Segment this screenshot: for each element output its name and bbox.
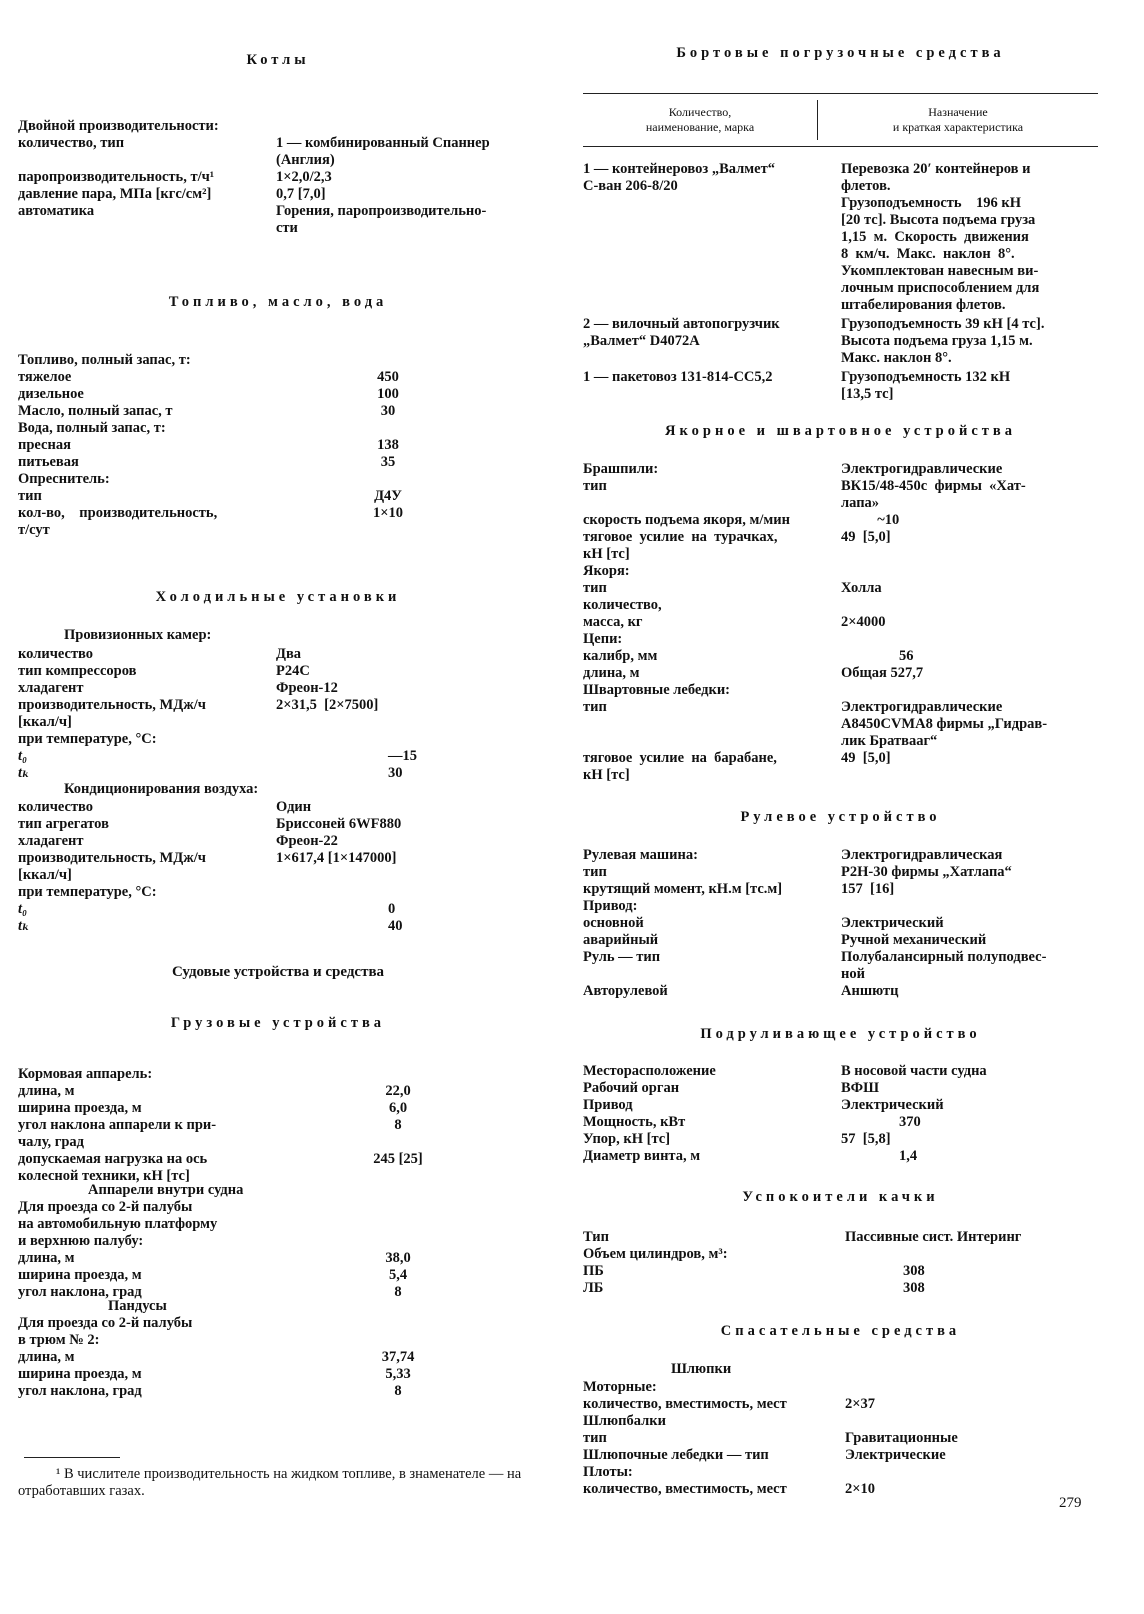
table-row <box>18 697 538 731</box>
row-label: tₖ <box>18 918 30 934</box>
table-row <box>583 1246 1098 1263</box>
cargo-table-3 <box>18 1315 538 1400</box>
table-row <box>18 420 538 437</box>
row-label: тип <box>583 1430 607 1446</box>
row-value: 245 [25] <box>373 1151 423 1167</box>
row-value <box>845 1246 1098 1263</box>
row-value: 450 <box>377 369 399 385</box>
row-label: скорость подъема якоря, м/мин <box>583 512 790 528</box>
row-value: Бриссоней 6WF880 <box>276 816 402 832</box>
row-value: 308 <box>845 1280 925 1296</box>
table-row <box>583 1447 1098 1464</box>
table-row <box>583 161 1098 314</box>
table-row <box>583 682 1098 699</box>
table-row <box>583 1063 1098 1080</box>
row-label: Шлюпбалки <box>583 1413 666 1429</box>
table-row <box>583 1229 1098 1246</box>
table-row <box>18 663 538 680</box>
row-value: Полубалансирный полуподвес- ной <box>841 949 1047 982</box>
cargo-table-1 <box>18 1066 538 1185</box>
row-label: tₖ <box>18 765 30 781</box>
table-row <box>18 369 538 386</box>
row-label: длина, м <box>18 1349 75 1365</box>
table-row <box>18 471 538 488</box>
row-value: 370 <box>841 1114 921 1130</box>
row-label: тяжелое <box>18 369 72 385</box>
table-row <box>18 1151 538 1185</box>
row-label: ширина проезда, м <box>18 1100 142 1116</box>
row-label: угол наклона, град <box>18 1284 142 1300</box>
table-row <box>583 1481 1098 1498</box>
row-label: длина, м <box>18 1083 75 1099</box>
table-row <box>18 799 538 816</box>
row-label: основной <box>583 915 644 931</box>
cargo-subtitle-3: Пандусы <box>108 1298 167 1314</box>
row-value: ВК15/48-450с фирмы «Хат- лапа» <box>841 478 1026 511</box>
row-value: 37,74 <box>381 1349 415 1365</box>
row-label: ПБ <box>583 1263 604 1279</box>
table-row <box>583 699 1098 750</box>
table-row <box>18 1284 538 1301</box>
table-row <box>583 631 1098 648</box>
table-row <box>583 881 1098 898</box>
table-row <box>18 833 538 850</box>
table-row <box>583 1080 1098 1097</box>
row-value: Электрические <box>845 1447 946 1463</box>
boilers-table <box>18 118 538 237</box>
row-label: Топливо, полный запас, т: <box>18 352 191 368</box>
row-label: Масло, полный запас, т <box>18 403 173 419</box>
row-value <box>845 1413 1098 1430</box>
row-value: 30 <box>380 403 396 419</box>
table-row <box>18 1117 538 1151</box>
table-row <box>18 118 538 135</box>
table-row <box>18 352 538 369</box>
row-value: 30 <box>388 765 403 781</box>
row-label: тип <box>583 699 607 715</box>
section-title-stabilizers: Успокоители качки <box>742 1189 939 1205</box>
loading-table <box>583 161 1098 405</box>
row-label: тип <box>583 864 607 880</box>
table-row <box>583 461 1098 478</box>
table-row <box>18 505 538 539</box>
row-label: количество, масса, кг <box>583 597 662 630</box>
table-row <box>583 1263 1098 1280</box>
row-value <box>841 898 1098 915</box>
row-label: t₀ <box>18 901 28 917</box>
row-label: Моторные: <box>583 1379 657 1395</box>
row-label: 2 — вилочный автопогрузчик „Валмет“ D4072A <box>583 316 780 349</box>
row-label: Шлюпочные лебедки — тип <box>583 1447 769 1463</box>
table-row <box>583 563 1098 580</box>
row-label: Месторасположение <box>583 1063 716 1079</box>
row-label: длина, м <box>18 1250 75 1266</box>
row-value: Электрогидравлические А8450CVMA8 фирмы „Гидрав- лик Братвааг“ <box>841 699 1048 749</box>
row-label: количество <box>18 646 94 662</box>
row-value: Ручной механический <box>841 932 987 948</box>
lifesaving-subtitle: Шлюпки <box>671 1361 732 1377</box>
row-value: 40 <box>388 918 403 934</box>
row-value: Горения, паропроизводительно- сти <box>276 203 487 236</box>
table-row <box>18 203 538 237</box>
stabilizers-table <box>583 1229 1098 1297</box>
row-label: Рабочий орган <box>583 1080 680 1096</box>
row-value: Гравитационные <box>845 1430 958 1446</box>
row-label: ширина проезда, м <box>18 1366 142 1382</box>
row-label: паропроизводительность, т/ч¹ <box>18 169 215 185</box>
row-label: Для проезда со 2-й палубы на автомобильную платформу и верхнюю палубу: <box>18 1199 218 1249</box>
row-value: Р2Н-30 фирмы „Хатлапа“ <box>841 864 1012 880</box>
table-row <box>583 1379 1098 1396</box>
row-label: крутящий момент, кН.м [тс.м] <box>583 881 783 897</box>
section-title-refrig: Холодильные установки <box>155 589 401 605</box>
row-value: 22,0 <box>385 1083 411 1099</box>
cargo-subtitle-2: Аппарели внутри судна <box>88 1182 244 1198</box>
row-value <box>276 118 538 135</box>
row-label: длина, м <box>583 665 640 681</box>
table-row <box>583 529 1098 563</box>
table-row <box>583 915 1098 932</box>
footnote-rule <box>24 1457 120 1458</box>
table-row <box>18 816 538 833</box>
table-row <box>18 731 538 748</box>
row-label: хладагент <box>18 833 84 849</box>
table-row <box>583 983 1098 1000</box>
row-value: 8 <box>394 1284 402 1300</box>
row-value: Электрогидравлическая <box>841 847 1003 863</box>
row-label: Двойной производительности: <box>18 118 219 134</box>
table-row <box>583 750 1098 784</box>
table-row <box>18 680 538 697</box>
thruster-table <box>583 1063 1098 1165</box>
lifesaving-table <box>583 1379 1098 1498</box>
row-value: —15 <box>388 748 417 764</box>
table-row <box>18 488 538 505</box>
table-row <box>18 1267 538 1284</box>
row-value: 57 [5,8] <box>841 1131 891 1147</box>
refrig-table-1 <box>18 646 538 782</box>
table-row <box>18 646 538 663</box>
row-label: Объем цилиндров, м³: <box>583 1246 728 1262</box>
table-row <box>18 748 538 765</box>
row-label: тип <box>583 478 607 494</box>
table-row <box>583 369 1098 403</box>
row-label: тип агрегатов <box>18 816 109 832</box>
row-label: Швартовные лебедки: <box>583 682 731 698</box>
row-label: калибр, мм <box>583 648 658 664</box>
row-label: дизельное <box>18 386 84 402</box>
row-value <box>338 471 438 488</box>
anchor-table <box>583 461 1098 784</box>
loading-table-header <box>583 93 1098 147</box>
table-row <box>18 1315 538 1349</box>
table-row <box>18 135 538 169</box>
table-row <box>18 1383 538 1400</box>
table-row <box>583 1413 1098 1430</box>
table-row <box>583 1131 1098 1148</box>
row-value <box>348 1199 448 1250</box>
row-label: Кормовая аппарель: <box>18 1066 153 1082</box>
row-value: Фреон-12 <box>276 680 338 696</box>
section-title-lifesaving: Спасательные средства <box>720 1323 961 1339</box>
row-label: Опреснитель: <box>18 471 110 487</box>
row-label: Диаметр винта, м <box>583 1148 701 1164</box>
table-row <box>18 169 538 186</box>
row-value: Электрогидравлические <box>841 461 1003 477</box>
table-row <box>583 864 1098 881</box>
row-value <box>845 1464 1098 1481</box>
table-row <box>583 847 1098 864</box>
table-row <box>583 648 1098 665</box>
row-value: 5,33 <box>385 1366 411 1382</box>
row-value: 2×4000 <box>841 614 886 630</box>
table-row <box>583 478 1098 512</box>
row-value: 8 <box>394 1117 402 1133</box>
row-label: Тип <box>583 1229 610 1245</box>
row-value: Холла <box>841 580 882 596</box>
row-label: хладагент <box>18 680 84 696</box>
row-value: 35 <box>380 454 396 470</box>
section-title-boilers: Котлы <box>246 52 310 68</box>
row-label: кол-во, производительность, т/сут <box>18 505 218 538</box>
table-row <box>18 765 538 782</box>
row-value: Аншютц <box>841 983 899 999</box>
table-row <box>583 932 1098 949</box>
table-row <box>583 1148 1098 1165</box>
row-value: 1×10 <box>372 505 403 521</box>
table-row <box>583 665 1098 682</box>
row-label: количество <box>18 799 94 815</box>
row-value: В носовой части судна <box>841 1063 987 1079</box>
row-value: 1×617,4 [1×147000] <box>276 850 397 866</box>
row-value: 2×10 <box>845 1481 876 1497</box>
table-row <box>18 186 538 203</box>
table-row <box>18 901 538 918</box>
table-row <box>18 386 538 403</box>
row-value: Перевозка 20′ контейнеров и флетов. Грузоподъемность 196 кН [20 тс]. Высота подъема груза 1,15 м. Скорость движения 8 км/ч. Макс. наклон 8°. Укомплектован навесным ви- лочным приспособлением для штабелирования флетов. <box>841 161 1040 313</box>
row-label: тяговое усилие на барабане, кН [тс] <box>583 750 777 783</box>
table-row <box>583 580 1098 597</box>
row-value: 49 [5,0] <box>841 750 891 766</box>
row-label: производительность, МДж/ч [ккал/ч] <box>18 850 206 883</box>
section-title-cargo: Грузовые устройства <box>170 1015 386 1031</box>
row-value: Грузоподъемность 39 кН [4 тс]. Высота подъема груза 1,15 м. Макс. наклон 8°. <box>841 316 1045 366</box>
row-label: при температуре, °С: <box>18 884 157 900</box>
row-value: ВФШ <box>841 1080 880 1096</box>
footnote: ¹ В числителе производительность на жидком топливе, в знаменателе — на отработавших газах. <box>18 1466 522 1499</box>
row-value <box>348 1066 448 1083</box>
row-value: Электрический <box>841 915 944 931</box>
table-row <box>18 1100 538 1117</box>
row-label: количество, вместимость, мест <box>583 1481 787 1497</box>
table-row <box>18 1066 538 1083</box>
row-value: 0,7 [7,0] <box>276 186 326 202</box>
row-value: 38,0 <box>385 1250 411 1266</box>
loading-col2-header: Назначение и краткая характеристика <box>892 105 1024 134</box>
row-label: допускаемая нагрузка на ось колесной техники, кН [тс] <box>18 1151 208 1184</box>
row-label: автоматика <box>18 203 95 219</box>
row-value: 49 [5,0] <box>841 529 891 545</box>
row-value: Грузоподъемность 132 кН [13,5 тс] <box>841 369 1011 402</box>
table-row <box>18 850 538 884</box>
row-label: Авторулевой <box>583 983 668 999</box>
table-row <box>583 1097 1098 1114</box>
row-value: 100 <box>377 386 399 402</box>
row-value: 2×37 <box>845 1396 876 1412</box>
row-label: угол наклона, град <box>18 1383 142 1399</box>
table-row <box>583 597 1098 631</box>
row-label: Мощность, кВт <box>583 1114 686 1130</box>
steering-table <box>583 847 1098 1000</box>
row-value: Один <box>276 799 312 815</box>
row-label: Руль — тип <box>583 949 661 965</box>
row-label: питьевая <box>18 454 79 470</box>
row-label: количество, тип <box>18 135 125 151</box>
row-label: тип <box>18 488 42 504</box>
table-row <box>18 454 538 471</box>
row-value <box>841 563 1098 580</box>
row-label: тяговое усилие на турачках, кН [тс] <box>583 529 778 562</box>
row-value: Р24С <box>276 663 310 679</box>
row-label: Вода, полный запас, т: <box>18 420 166 436</box>
row-value: Пассивные сист. Интеринг <box>845 1229 1022 1245</box>
table-row <box>583 1430 1098 1447</box>
refrig-subtitle-2: Кондиционирования воздуха: <box>64 781 259 797</box>
row-value: 5,4 <box>388 1267 408 1283</box>
table-row <box>18 918 538 935</box>
table-row <box>583 1396 1098 1413</box>
table-row <box>583 512 1098 529</box>
section-title-loading: Бортовые погрузочные средства <box>676 45 1005 61</box>
table-row <box>18 1349 538 1366</box>
row-value: Д4У <box>374 488 402 504</box>
row-value: 1 — комбинированный Спаннер (Англия) <box>276 135 490 168</box>
row-label: 1 — пакетовоз 131-814-СС5,2 <box>583 369 773 385</box>
row-label: 1 — контейнеровоз „Валмет“ С-ван 206-8/20 <box>583 161 775 194</box>
row-label: Рулевая машина: <box>583 847 698 863</box>
row-label: производительность, МДж/ч [ккал/ч] <box>18 697 206 730</box>
row-label: Якоря: <box>583 563 630 579</box>
row-value: ~10 <box>841 512 900 528</box>
row-label: Для проезда со 2-й палубы в трюм № 2: <box>18 1315 193 1348</box>
row-label: Упор, кН [тс] <box>583 1131 671 1147</box>
row-label: Плоты: <box>583 1464 633 1480</box>
table-row <box>18 884 538 901</box>
row-label: Привод <box>583 1097 633 1113</box>
row-label: тип компрессоров <box>18 663 137 679</box>
row-label: Привод: <box>583 898 638 914</box>
table-row <box>18 403 538 420</box>
table-row <box>18 1250 538 1267</box>
row-value: 157 [16] <box>841 881 895 897</box>
row-label: ширина проезда, м <box>18 1267 142 1283</box>
row-value: Два <box>276 646 302 662</box>
table-row <box>583 1114 1098 1131</box>
row-value: 308 <box>845 1263 925 1279</box>
row-label: количество, вместимость, мест <box>583 1396 787 1412</box>
row-value: Общая 527,7 <box>841 665 924 681</box>
refrig-table-2 <box>18 799 538 935</box>
table-row <box>18 1366 538 1383</box>
row-value <box>338 420 438 437</box>
section-title-ship-devices: Судовые устройства и средства <box>171 964 385 980</box>
row-value: 2×31,5 [2×7500] <box>276 697 379 713</box>
row-value: 138 <box>377 437 399 453</box>
table-row <box>583 316 1098 367</box>
section-title-fuel: Топливо, масло, вода <box>168 294 388 310</box>
row-value <box>841 682 1098 699</box>
row-label: тип <box>583 580 607 596</box>
row-value: Электрический <box>841 1097 944 1113</box>
table-row <box>18 1199 538 1250</box>
row-label: при температуре, °С: <box>18 731 157 747</box>
table-row <box>18 1083 538 1100</box>
row-value <box>348 1315 448 1349</box>
row-label: давление пара, МПа [кгс/см²] <box>18 186 212 202</box>
section-title-anchor: Якорное и швартовное устройства <box>665 423 1016 439</box>
row-value: 1×2,0/2,3 <box>276 169 332 185</box>
cargo-table-2 <box>18 1199 538 1301</box>
table-row <box>583 898 1098 915</box>
row-label: Цепи: <box>583 631 623 647</box>
section-title-thruster: Подруливающее устройство <box>700 1026 981 1042</box>
row-value: 0 <box>388 901 396 917</box>
row-label: t₀ <box>18 748 28 764</box>
table-row <box>18 437 538 454</box>
table-row <box>583 1464 1098 1481</box>
row-label: Брашпили: <box>583 461 659 477</box>
row-label: ЛБ <box>583 1280 604 1296</box>
table-row <box>583 1280 1098 1297</box>
page-number: 279 <box>1059 1495 1082 1511</box>
fuel-table <box>18 352 538 539</box>
row-value: 6,0 <box>388 1100 408 1116</box>
row-value <box>845 1379 1098 1396</box>
row-value <box>338 352 438 369</box>
section-title-steering: Рулевое устройство <box>740 809 941 825</box>
row-value <box>276 884 538 901</box>
row-value: 8 <box>394 1383 402 1399</box>
row-value <box>276 731 538 748</box>
row-value: 56 <box>841 648 914 664</box>
table-row <box>583 949 1098 983</box>
row-label: угол наклона аппарели к при- чалу, град <box>18 1117 217 1150</box>
row-label: пресная <box>18 437 71 453</box>
row-value: 1,4 <box>841 1148 918 1164</box>
row-value <box>841 631 1098 648</box>
refrig-subtitle-1: Провизионных камер: <box>64 627 212 643</box>
row-label: аварийный <box>583 932 659 948</box>
loading-col1-header: Количество, наименование, марка <box>583 100 818 140</box>
row-value: Фреон-22 <box>276 833 338 849</box>
